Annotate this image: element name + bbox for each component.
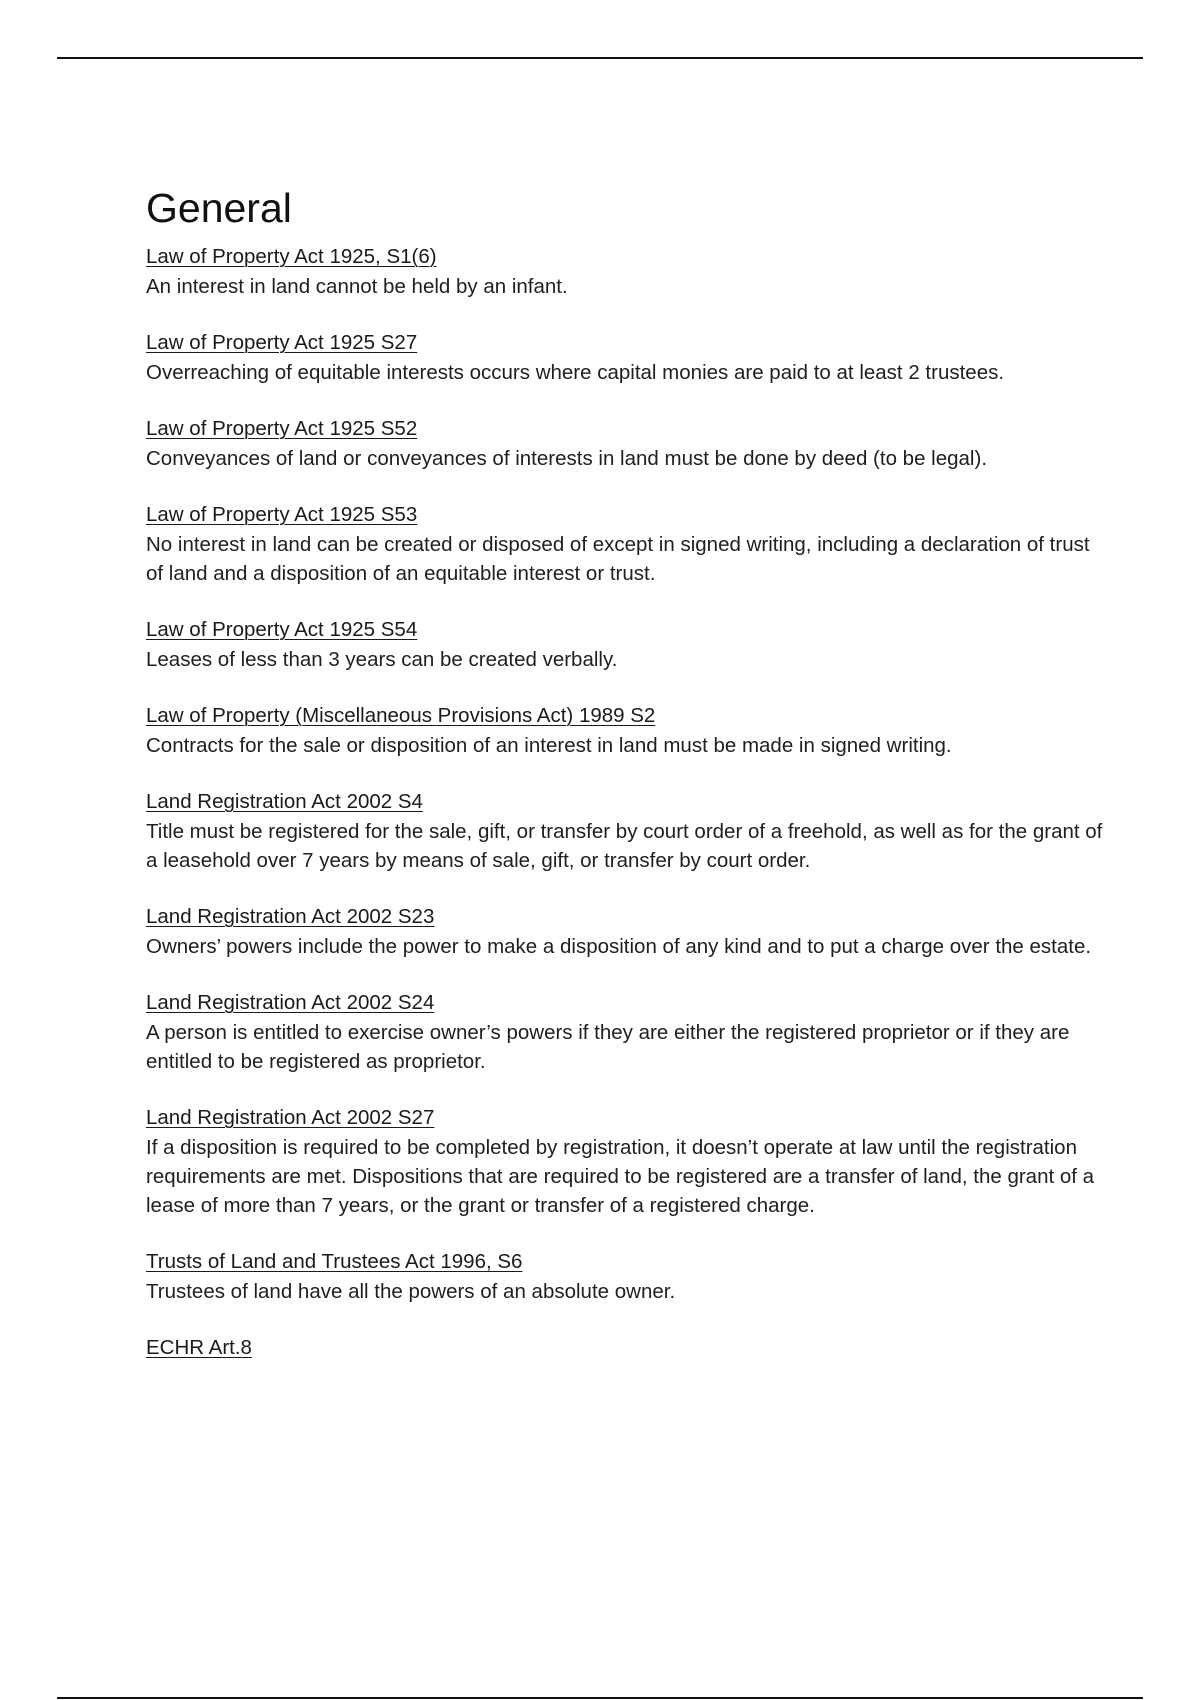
statute-description: Leases of less than 3 years can be created verbally.: [146, 648, 618, 671]
statute-heading-link[interactable]: Law of Property Act 1925 S52: [146, 417, 418, 440]
statute-entry: [146, 617, 1106, 674]
top-divider: [57, 57, 1143, 59]
statute-description: If a disposition is required to be completed by registration, it doesn’t operate at law until the registration requirements are met. Dispositions that are required to be registered are a transfer of land, the grant of a lease of more than 7 years, or the grant or transfer of a registered charge.: [146, 1136, 1095, 1217]
document-content: [146, 184, 1106, 1390]
statute-heading-link[interactable]: Law of Property Act 1925 S27: [146, 331, 418, 354]
statute-heading-link[interactable]: Law of Property Act 1925, S1(6): [146, 245, 437, 268]
statute-heading-link[interactable]: Trusts of Land and Trustees Act 1996, S6: [146, 1250, 523, 1273]
statute-entry: [146, 703, 1106, 760]
statute-entry: [146, 1335, 1106, 1361]
statute-entry: [146, 1105, 1106, 1220]
statute-heading-link[interactable]: Law of Property (Miscellaneous Provisions Act) 1989 S2: [146, 704, 656, 727]
statute-description: Contracts for the sale or disposition of an interest in land must be made in signed writing.: [146, 734, 952, 757]
statute-description: Conveyances of land or conveyances of interests in land must be done by deed (to be legal).: [146, 447, 988, 470]
statute-description: Overreaching of equitable interests occurs where capital monies are paid to at least 2 trustees.: [146, 361, 1005, 384]
statute-heading-link[interactable]: Law of Property Act 1925 S54: [146, 618, 418, 641]
statute-description: Title must be registered for the sale, gift, or transfer by court order of a freehold, as well as for the grant of a leasehold over 7 years by means of sale, gift, or transfer by court order.: [146, 820, 1103, 872]
statute-entry: [146, 904, 1106, 961]
statute-entry: [146, 1249, 1106, 1306]
statute-description: An interest in land cannot be held by an infant.: [146, 275, 568, 298]
statute-entry: [146, 416, 1106, 473]
page-title: General: [146, 185, 292, 231]
statute-heading-link[interactable]: Land Registration Act 2002 S4: [146, 790, 423, 813]
statute-heading-link[interactable]: Land Registration Act 2002 S23: [146, 905, 435, 928]
statute-entry: [146, 502, 1106, 588]
statute-heading-link[interactable]: Land Registration Act 2002 S24: [146, 991, 435, 1014]
statute-heading-link[interactable]: Land Registration Act 2002 S27: [146, 1106, 435, 1129]
statute-entry: [146, 789, 1106, 875]
statute-entry: [146, 330, 1106, 387]
statute-entry: [146, 990, 1106, 1076]
bottom-divider: [57, 1697, 1143, 1699]
statute-description: Owners’ powers include the power to make a disposition of any kind and to put a charge over the estate.: [146, 935, 1092, 958]
statute-description: A person is entitled to exercise owner’s powers if they are either the registered proprietor or if they are entitled to be registered as proprietor.: [146, 1021, 1070, 1073]
statute-heading-link[interactable]: Law of Property Act 1925 S53: [146, 503, 418, 526]
statute-entry: [146, 244, 1106, 301]
statute-heading-link[interactable]: ECHR Art.8: [146, 1336, 252, 1359]
statute-description: No interest in land can be created or disposed of except in signed writing, including a declaration of trust of land and a disposition of an equitable interest or trust.: [146, 533, 1090, 585]
statute-description: Trustees of land have all the powers of an absolute owner.: [146, 1280, 676, 1303]
